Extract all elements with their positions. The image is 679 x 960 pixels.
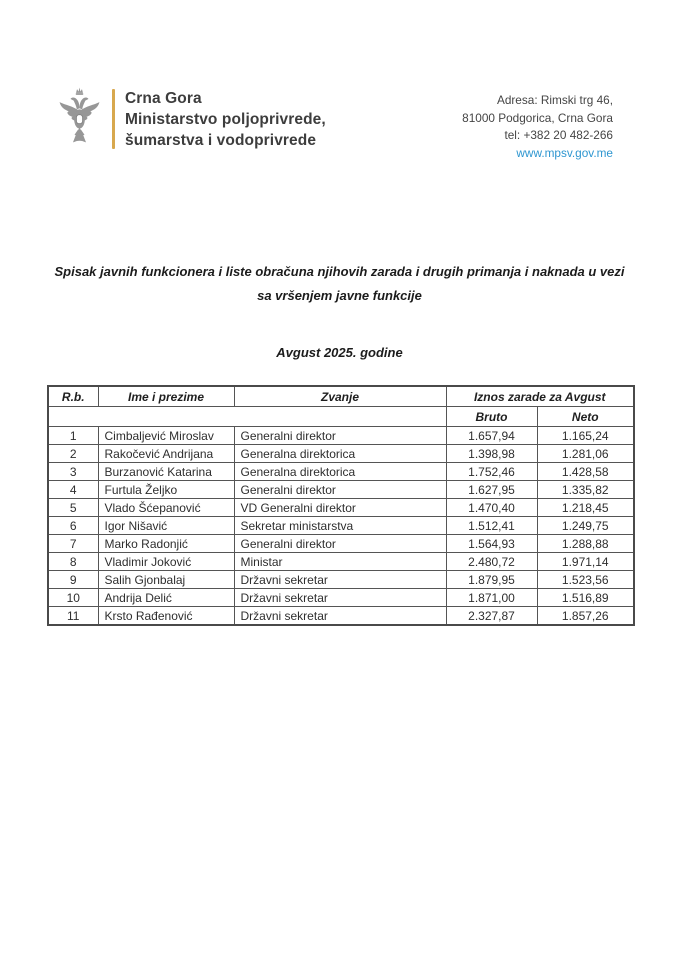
- header-neto: Neto: [537, 407, 634, 427]
- row-number-cell: 3: [48, 463, 98, 481]
- person-name-cell: Vlado Šćepanović: [98, 499, 234, 517]
- table-row: [48, 463, 634, 481]
- job-title-cell: Generalna direktorica: [234, 463, 446, 481]
- contact-phone: tel: +382 20 482-266: [504, 128, 613, 142]
- header-salary-group: Iznos zarade za Avgust: [446, 386, 634, 407]
- contact-address-line1: Adresa: Rimski trg 46,: [496, 93, 613, 107]
- person-name-cell: Cimbaljević Miroslav: [98, 427, 234, 445]
- ministry-logo-block: [56, 86, 326, 152]
- bruto-amount-cell: 1.627,95: [446, 481, 537, 499]
- person-name-cell: Marko Radonjić: [98, 535, 234, 553]
- document-title-line2: sa vršenjem javne funkcije: [257, 288, 422, 303]
- job-title-cell: Sekretar ministarstva: [234, 517, 446, 535]
- ministry-name: [125, 88, 326, 151]
- person-name-cell: Furtula Željko: [98, 481, 234, 499]
- logo-divider: [112, 89, 115, 149]
- person-name-cell: Salih Gjonbalaj: [98, 571, 234, 589]
- header-name: Ime i prezime: [98, 386, 234, 407]
- person-name-cell: Igor Nišavić: [98, 517, 234, 535]
- neto-amount-cell: 1.428,58: [537, 463, 634, 481]
- table-row: [48, 553, 634, 571]
- neto-amount-cell: 1.971,14: [537, 553, 634, 571]
- document-title: [40, 260, 639, 308]
- job-title-cell: Generalni direktor: [234, 535, 446, 553]
- org-ministry-line1: Ministarstvo poljoprivrede,: [125, 110, 326, 128]
- person-name-cell: Krsto Rađenović: [98, 607, 234, 626]
- header-rb: R.b.: [48, 386, 98, 407]
- job-title-cell: Ministar: [234, 553, 446, 571]
- neto-amount-cell: 1.523,56: [537, 571, 634, 589]
- bruto-amount-cell: 1.512,41: [446, 517, 537, 535]
- neto-amount-cell: 1.249,75: [537, 517, 634, 535]
- bruto-amount-cell: 1.564,93: [446, 535, 537, 553]
- contact-block: [462, 92, 613, 162]
- neto-amount-cell: 1.218,45: [537, 499, 634, 517]
- header-bruto: Bruto: [446, 407, 537, 427]
- bruto-amount-cell: 2.480,72: [446, 553, 537, 571]
- contact-address-line2: 81000 Podgorica, Crna Gora: [462, 110, 613, 125]
- neto-amount-cell: 1.281,06: [537, 445, 634, 463]
- job-title-cell: Državni sekretar: [234, 607, 446, 626]
- website-link[interactable]: www.mpsv.gov.me: [516, 145, 613, 160]
- montenegro-coat-of-arms-icon: [56, 86, 103, 152]
- table-subheader-row: [48, 407, 634, 427]
- neto-amount-cell: 1.165,24: [537, 427, 634, 445]
- row-number-cell: 5: [48, 499, 98, 517]
- salary-table: [47, 385, 635, 626]
- job-title-cell: Državni sekretar: [234, 571, 446, 589]
- job-title-cell: Državni sekretar: [234, 589, 446, 607]
- row-number-cell: 2: [48, 445, 98, 463]
- neto-amount-cell: 1.335,82: [537, 481, 634, 499]
- bruto-amount-cell: 1.657,94: [446, 427, 537, 445]
- neto-amount-cell: 1.857,26: [537, 607, 634, 626]
- neto-amount-cell: 1.288,88: [537, 535, 634, 553]
- table-row: [48, 607, 634, 626]
- neto-amount-cell: 1.516,89: [537, 589, 634, 607]
- person-name-cell: Burzanović Katarina: [98, 463, 234, 481]
- job-title-cell: Generalna direktorica: [234, 445, 446, 463]
- row-number-cell: 10: [48, 589, 98, 607]
- row-number-cell: 1: [48, 427, 98, 445]
- row-number-cell: 6: [48, 517, 98, 535]
- row-number-cell: 7: [48, 535, 98, 553]
- bruto-amount-cell: 1.398,98: [446, 445, 537, 463]
- table-row: [48, 571, 634, 589]
- header-empty-cell: [48, 407, 446, 427]
- table-header-row: [48, 386, 634, 407]
- bruto-amount-cell: 1.470,40: [446, 499, 537, 517]
- org-ministry-line2: šumarstva i vodoprivrede: [125, 131, 317, 149]
- table-row: [48, 517, 634, 535]
- table-row: [48, 445, 634, 463]
- bruto-amount-cell: 1.879,95: [446, 571, 537, 589]
- table-row: [48, 499, 634, 517]
- table-row: [48, 535, 634, 553]
- table-row: [48, 589, 634, 607]
- job-title-cell: Generalni direktor: [234, 481, 446, 499]
- person-name-cell: Vladimir Joković: [98, 553, 234, 571]
- row-number-cell: 9: [48, 571, 98, 589]
- row-number-cell: 4: [48, 481, 98, 499]
- table-row: [48, 427, 634, 445]
- person-name-cell: Rakočević Andrijana: [98, 445, 234, 463]
- org-country: Crna Gora: [125, 89, 202, 107]
- document-title-line1: Spisak javnih funkcionera i liste obračuna njihovih zarada i drugih primanja i naknada u vezi: [54, 264, 625, 279]
- bruto-amount-cell: 1.871,00: [446, 589, 537, 607]
- bruto-amount-cell: 1.752,46: [446, 463, 537, 481]
- person-name-cell: Andrija Delić: [98, 589, 234, 607]
- salary-table-body: [48, 427, 634, 626]
- row-number-cell: 11: [48, 607, 98, 626]
- row-number-cell: 8: [48, 553, 98, 571]
- bruto-amount-cell: 2.327,87: [446, 607, 537, 626]
- header-title: Zvanje: [234, 386, 446, 407]
- document-period: Avgust 2025. godine: [276, 345, 403, 360]
- job-title-cell: VD Generalni direktor: [234, 499, 446, 517]
- job-title-cell: Generalni direktor: [234, 427, 446, 445]
- table-row: [48, 481, 634, 499]
